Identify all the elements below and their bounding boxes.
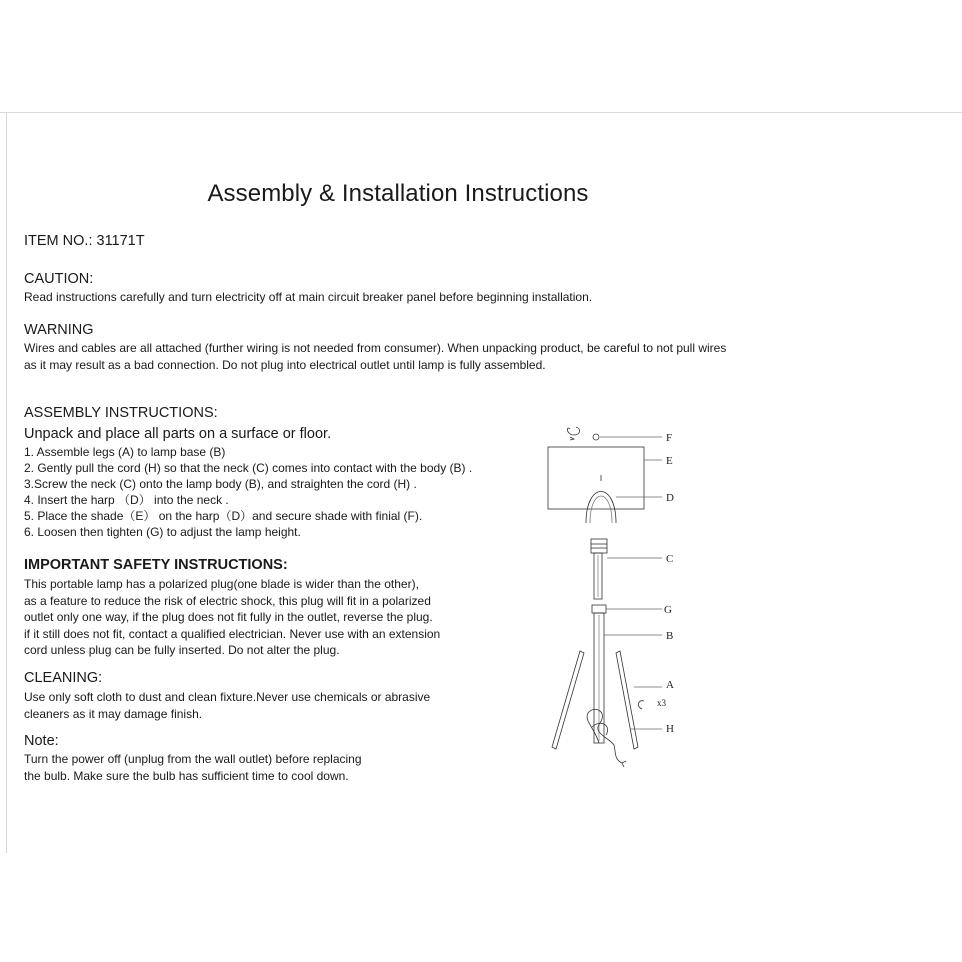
body-part [594, 613, 662, 743]
cleaning-text [24, 689, 430, 722]
assembly-heading: ASSEMBLY INSTRUCTIONS: [24, 405, 218, 421]
warning-text [24, 340, 726, 373]
diagram-label-b: B [666, 630, 674, 642]
diagram-label-quantity: x3 [657, 698, 666, 708]
assembly-step: 3.Screw the neck (C) onto the lamp body (B), and straighten the cord (H) . [24, 477, 417, 491]
harp-part [586, 475, 662, 523]
assembly-subheading: Unpack and place all parts on a surface or floor. [24, 426, 332, 442]
caution-line: Read instructions carefully and turn electricity off at main circuit breaker panel before beginning installation. [24, 290, 593, 304]
safety-line: cord unless plug can be fully inserted. Do not alter the plug. [24, 643, 340, 657]
cleaning-line: Use only soft cloth to dust and clean fixture.Never use chemicals or abrasive [24, 690, 431, 704]
safety-line: outlet only one way, if the plug does not fit fully in the outlet, reverse the plug. [24, 610, 433, 624]
cleaning-line: cleaners as it may damage finish. [24, 706, 203, 721]
lamp-parts-diagram [530, 415, 700, 775]
safety-text [24, 576, 440, 659]
diagram-label-d: D [666, 492, 674, 504]
warning-line: Wires and cables are all attached (further wiring is not needed from consumer). When unpacking product, be careful to not pull wires [24, 341, 727, 355]
warning-line: as it may result as a bad connection. Do not plug into electrical outlet until lamp is fully assembled. [24, 357, 546, 372]
page-top-border [0, 112, 962, 113]
finial-part [567, 427, 662, 440]
collar-part [592, 605, 662, 613]
assembly-step: 2. Gently pull the cord (H) so that the neck (C) comes into contact with the body (B) . [24, 461, 473, 475]
caution-text [24, 289, 592, 306]
diagram-label-a: A [666, 679, 674, 691]
note-line: Turn the power off (unplug from the wall outlet) before replacing [24, 752, 362, 766]
note-line: the bulb. Make sure the bulb has sufficient time to cool down. [24, 768, 349, 783]
document-title: Assembly & Installation Instructions [207, 180, 589, 207]
item-number: ITEM NO.: 31171T [24, 233, 145, 249]
diagram-label-c: C [666, 553, 674, 565]
assembly-step: 4. Insert the harp （D） into the neck . [24, 493, 229, 507]
cord-part [587, 709, 662, 767]
warning-heading: WARNING [24, 322, 94, 338]
diagram-label-h: H [666, 723, 674, 735]
note-heading: Note: [24, 733, 59, 749]
cleaning-heading: CLEANING: [24, 670, 103, 686]
safety-line: This portable lamp has a polarized plug(one blade is wider than the other), [24, 577, 419, 591]
diagram-label-e: E [666, 455, 673, 467]
safety-line: if it still does not fit, contact a qualified electrician. Never use with an extension [24, 626, 441, 641]
diagram-label-f: F [666, 432, 673, 444]
shade-part [548, 447, 662, 509]
assembly-step: 6. Loosen then tighten (G) to adjust the lamp height. [24, 525, 301, 539]
neck-part [591, 539, 662, 599]
page-left-border [6, 113, 7, 853]
safety-line: as a feature to reduce the risk of electric shock, this plug will fit in a polarized [24, 593, 431, 608]
diagram-label-g: G [664, 604, 672, 616]
caution-heading: CAUTION: [24, 271, 94, 287]
assembly-steps-list [24, 444, 472, 540]
safety-heading: IMPORTANT SAFETY INSTRUCTIONS: [24, 557, 288, 573]
legs-part [552, 651, 662, 749]
assembly-step: 1. Assemble legs (A) to lamp base (B) [24, 445, 226, 459]
assembly-step: 5. Place the shade（E） on the harp（D）and secure shade with finial (F). [24, 509, 423, 523]
note-text [24, 751, 362, 784]
